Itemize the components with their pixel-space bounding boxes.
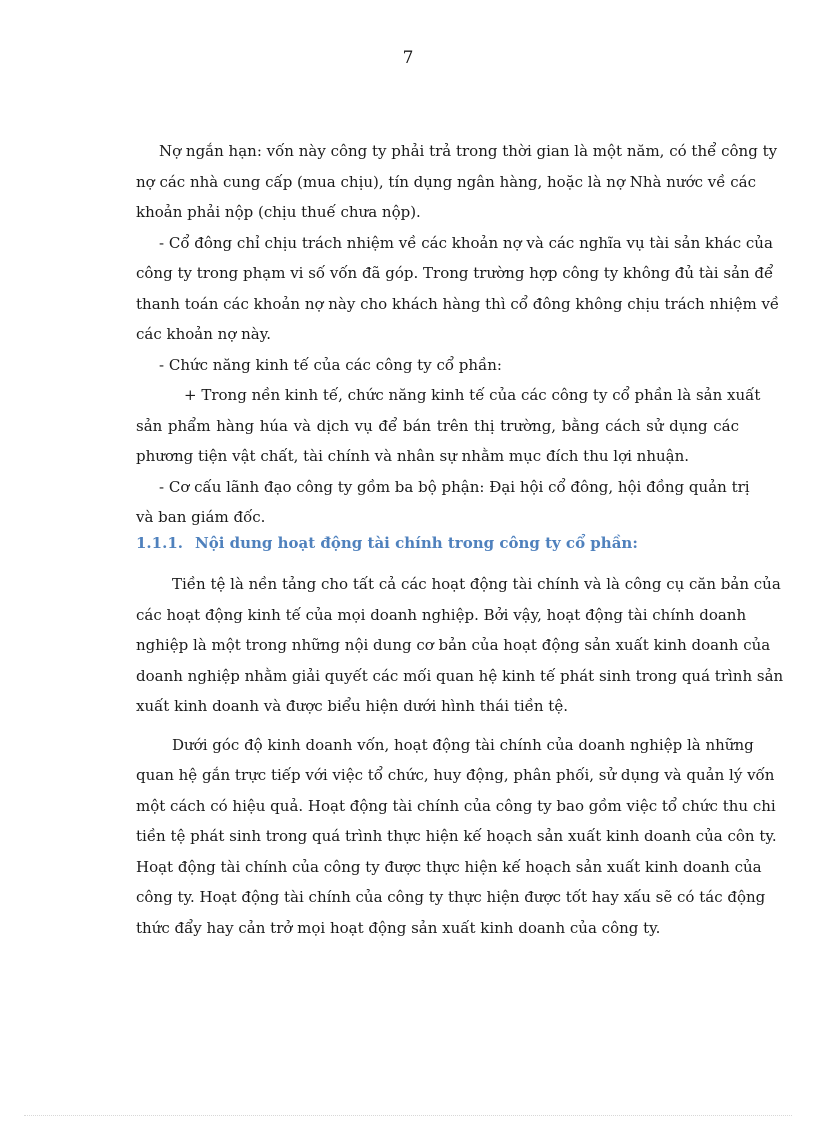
text-line: các khoản nợ này.	[136, 325, 271, 343]
text-line: công ty. Hoạt động tài chính của công ty thực hiện được tốt hay xấu sẽ có tác động	[136, 888, 766, 906]
text-line: phương tiện vật chất, tài chính và nhân sự nhằm mục đích thu lợi nhuận.	[136, 447, 690, 465]
text-line: khoản phải nộp (chịu thuế chưa nộp).	[136, 203, 421, 221]
section-heading-title: Nội dung hoạt động tài chính trong công ty cổ phần:	[194, 534, 638, 552]
text-line: quan hệ gắn trực tiếp với việc tổ chức, huy động, phân phối, sử dụng và quản lý vốn	[136, 766, 775, 784]
text-line: các hoạt động kinh tế của mọi doanh nghiệp. Bởi vậy, hoạt động tài chính doanh	[136, 605, 747, 624]
section-heading-number: 1.1.1.	[136, 534, 183, 552]
text-line: - Chức năng kinh tế của các công ty cổ phần:	[159, 355, 502, 374]
text-line: - Cơ cấu lãnh đạo công ty gồm ba bộ phận: Đại hội cổ đông, hội đồng quản trị	[159, 477, 750, 496]
page-number: 7	[402, 48, 414, 68]
section-heading	[136, 534, 638, 552]
section-body-2	[136, 569, 784, 943]
text-line: thanh toán các khoản nợ này cho khách hàng thì cổ đông không chịu trách nhiệm về	[136, 294, 780, 313]
text-line: nghiệp là một trong những nội dung cơ bản của hoạt động sản xuất kinh doanh của	[136, 636, 771, 654]
text-line: công ty trong phạm vi số vốn đã góp. Trong trường hợp công ty không đủ tài sản để	[136, 264, 774, 282]
text-line: tiền tệ phát sinh trong quá trình thực hiện kế hoạch sản xuất kinh doanh của côn ty.	[136, 827, 777, 845]
text-line: thức đẩy hay cản trở mọi hoạt động sản xuất kinh doanh của công ty.	[136, 918, 661, 937]
text-line: và ban giám đốc.	[136, 508, 266, 526]
text-line: Hoạt động tài chính của công ty được thực hiện kế hoạch sản xuất kinh doanh của	[136, 857, 762, 876]
text-line: Nợ ngắn hạn: vốn này công ty phải trả trong thời gian là một năm, có thể công ty	[159, 142, 778, 160]
paragraph	[136, 569, 784, 722]
text-line: doanh nghiệp nhằm giải quyết các mối quan hệ kinh tế phát sinh trong quá trình sản	[136, 666, 784, 685]
text-line: nợ các nhà cung cấp (mua chịu), tín dụng ngân hàng, hoặc là nợ Nhà nước về các	[136, 172, 757, 191]
paragraph	[136, 730, 777, 944]
section-body-1	[136, 136, 780, 533]
page-bottom-divider	[24, 1115, 792, 1116]
text-line: Dưới góc độ kinh doanh vốn, hoạt động tài chính của doanh nghiệp là những	[172, 735, 754, 754]
text-line: sản phẩm hàng húa và dịch vụ để bán trên thị trường, bằng cách sử dụng các	[136, 416, 739, 435]
text-line: xuất kinh doanh và được biểu hiện dưới hình thái tiền tệ.	[136, 697, 568, 715]
text-line: - Cổ đông chỉ chịu trách nhiệm về các khoản nợ và các nghĩa vụ tài sản khác của	[159, 233, 773, 252]
text-line: một cách có hiệu quả. Hoạt động tài chính của công ty bao gồm việc tổ chức thu chi	[136, 796, 776, 815]
text-line: + Trong nền kinh tế, chức năng kinh tế của các công ty cổ phần là sản xuất	[184, 386, 761, 404]
text-line: Tiền tệ là nền tảng cho tất cả các hoạt động tài chính và là công cụ căn bản của	[172, 575, 781, 593]
